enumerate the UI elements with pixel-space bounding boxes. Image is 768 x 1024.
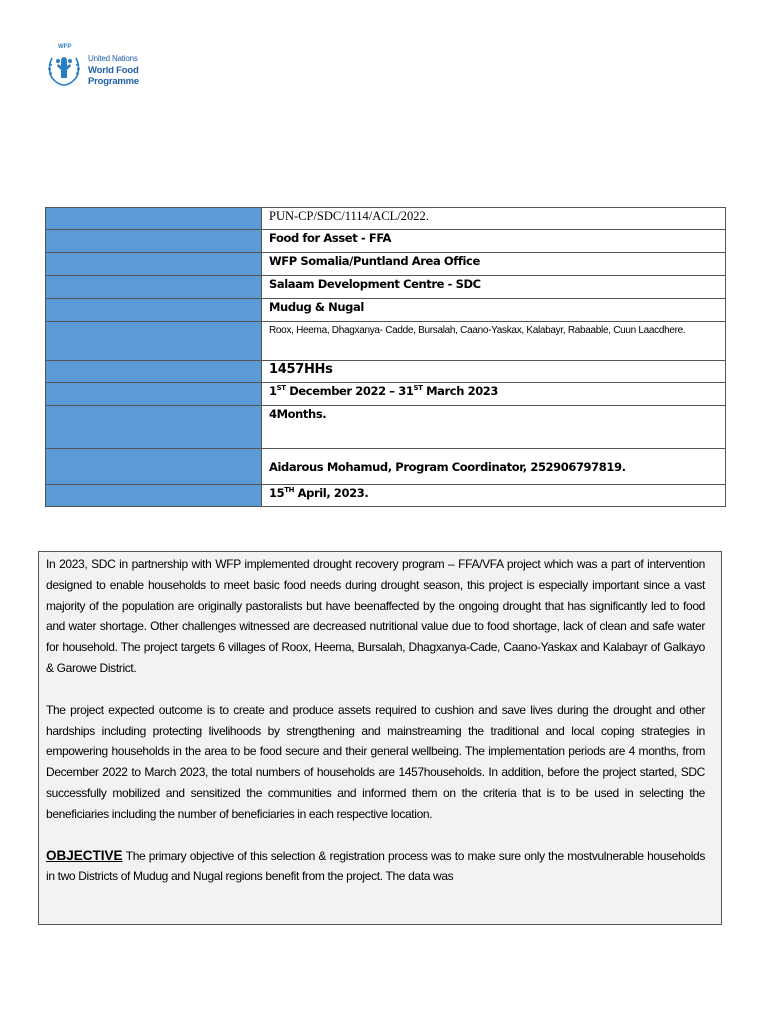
table-row <box>46 322 726 361</box>
objective-text: The primary objective of this selection & registration process was to make sure only the mostvulnerable households in two Districts of Mudug and Nugal regions benefit from the project. The data was <box>46 848 705 884</box>
table-row <box>46 485 726 507</box>
wfp-logo <box>44 44 140 88</box>
narrative-box <box>38 551 722 925</box>
agreement-number: PUN-CP/SDC/1114/ACL/2022. <box>262 208 726 230</box>
table-row <box>46 449 726 485</box>
intro-paragraph: In 2023, SDC in partnership with WFP implemented drought recovery program – FFA/VFA project which was a part of intervention designed to enable households to meet basic food needs during drought season, this project is especially important since a vast majority of the population are originally pastoralists but have beenaffected by the ongoing drought that has significantly led to food and water shortage. Other challenges witnessed are decreased nutritional value due to food shortage, lack of clean and safe water for household. The project targets 6 villages of Roox, Heema, Bursalah, Dhagxanya-Cade, Caano-Yaskax and Kalabayr of Galkayo & Garowe District. <box>46 557 705 675</box>
outcome-paragraph: The project expected outcome is to create and produce assets required to cushion and save lives during the drought and other hardships including protecting livelihoods by strengthening and mainstreaming the traditional and local coping strategies in empowering households in the area to be food secure and their general wellbeing. The implementation periods are 4 months, from December 2022 to March 2023, the total numbers of households are 1457households. In addition, before the project started, SDC successfully mobilized and sensitized the communities and informed them on the criteria that is to be used in selecting the beneficiaries including the number of beneficiaries in each respective location. <box>46 702 705 821</box>
implementing-partner: Salaam Development Centre - SDC <box>262 276 726 299</box>
regions: Mudug & Nugal <box>262 299 726 322</box>
table-row <box>46 208 726 230</box>
logo-line-united-nations: United Nations <box>88 54 138 63</box>
label-cell <box>46 208 262 230</box>
households-count: 1457HHs <box>262 361 726 383</box>
objective-paragraph <box>46 846 705 888</box>
donor-office: WFP Somalia/Puntland Area Office <box>262 253 726 276</box>
label-cell <box>46 406 262 449</box>
label-cell <box>46 253 262 276</box>
label-cell <box>46 299 262 322</box>
table-row <box>46 299 726 322</box>
table-row <box>46 383 726 406</box>
label-cell <box>46 485 262 507</box>
wfp-emblem-icon <box>44 48 84 88</box>
project-duration: 4Months. <box>262 406 726 449</box>
objective-heading: OBJECTIVE <box>46 847 123 863</box>
contact-person: Aidarous Mohamud, Program Coordinator, 252906797819. <box>262 449 726 485</box>
report-date: 15TH April, 2023. <box>262 485 726 507</box>
table-row <box>46 276 726 299</box>
label-cell <box>46 322 262 361</box>
label-cell <box>46 361 262 383</box>
logo-line-programme: Programme <box>88 76 139 87</box>
project-title: Food for Asset - FFA <box>262 230 726 253</box>
project-period: 1ST December 2022 – 31ST March 2023 <box>262 383 726 406</box>
logo-tag: WFP <box>58 44 72 50</box>
table-row <box>46 253 726 276</box>
label-cell <box>46 383 262 406</box>
logo-line-world-food: World Food <box>88 65 139 76</box>
table-row <box>46 230 726 253</box>
label-cell <box>46 276 262 299</box>
villages: Roox, Heema, Dhagxanya- Cadde, Bursalah, Caano-Yaskax, Kalabayr, Rabaable, Cuun Laacdhere. <box>262 322 726 361</box>
table-row <box>46 361 726 383</box>
table-row <box>46 406 726 449</box>
label-cell <box>46 230 262 253</box>
label-cell <box>46 449 262 485</box>
project-info-table <box>45 207 726 507</box>
